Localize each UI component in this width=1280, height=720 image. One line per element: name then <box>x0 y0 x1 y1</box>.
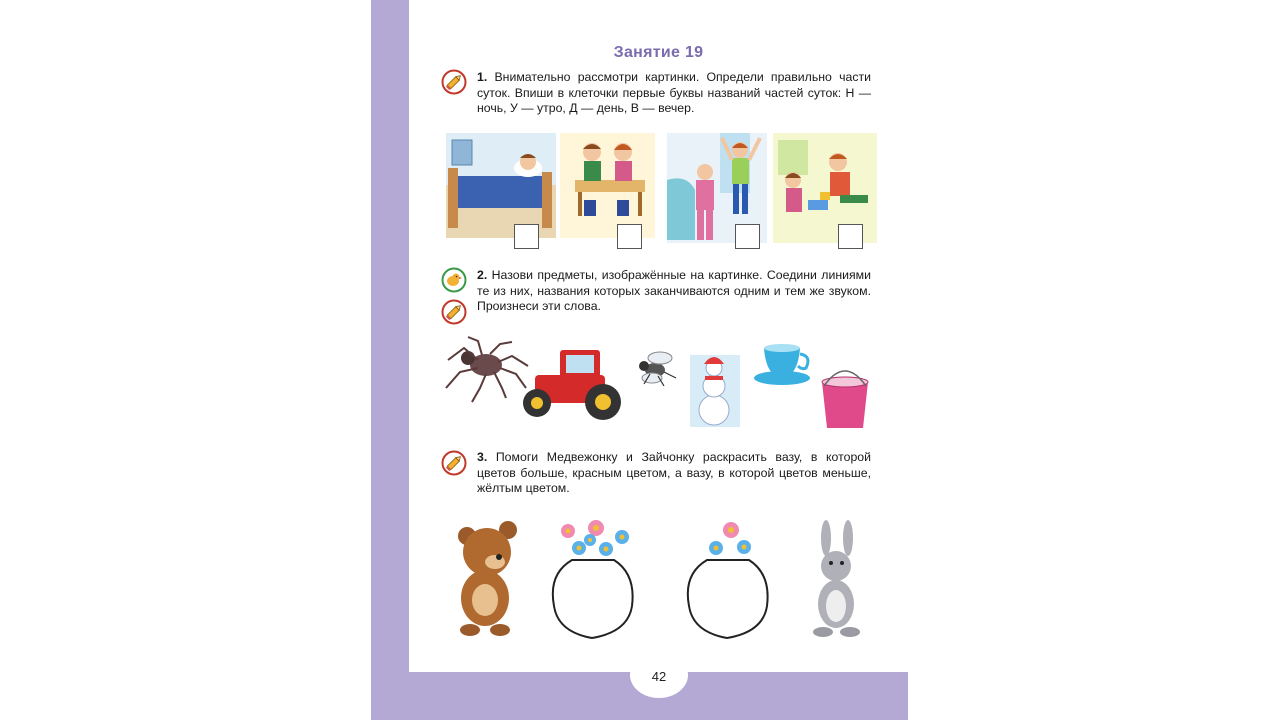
lesson-title: Занятие 19 <box>613 44 704 61</box>
flower-bouquet <box>709 522 751 555</box>
vase-few-flowers <box>688 522 768 638</box>
vase-many-flowers <box>553 520 633 638</box>
rabbit-picture <box>813 520 860 637</box>
task-2-number: 2. <box>477 268 488 282</box>
bear-picture <box>458 521 517 636</box>
task-3-body: Помоги Медвежонку и Зайчонку раскрасить вазу, в которой цветов больше, красным цветом, а вазу, в которой цветов меньше, жёлтым цветом. <box>477 450 871 496</box>
task-2-body: Назови предметы, изображённые на картинке. Соедини линиями те из них, названия которых заканчиваются одним и тем же звуком. Произнеси эти слова. <box>477 268 871 314</box>
page-number: 42 <box>630 652 688 698</box>
task-3-number: 3. <box>477 450 488 464</box>
flower-bouquet <box>561 520 629 556</box>
task-1-number: 1. <box>477 70 488 84</box>
task-1-body: Внимательно рассмотри картинки. Определи правильно части суток. Впиши в клеточки первые буквы названий частей суток: Н — ночь, У — утро, Д — день, В — вечер. <box>477 70 871 116</box>
